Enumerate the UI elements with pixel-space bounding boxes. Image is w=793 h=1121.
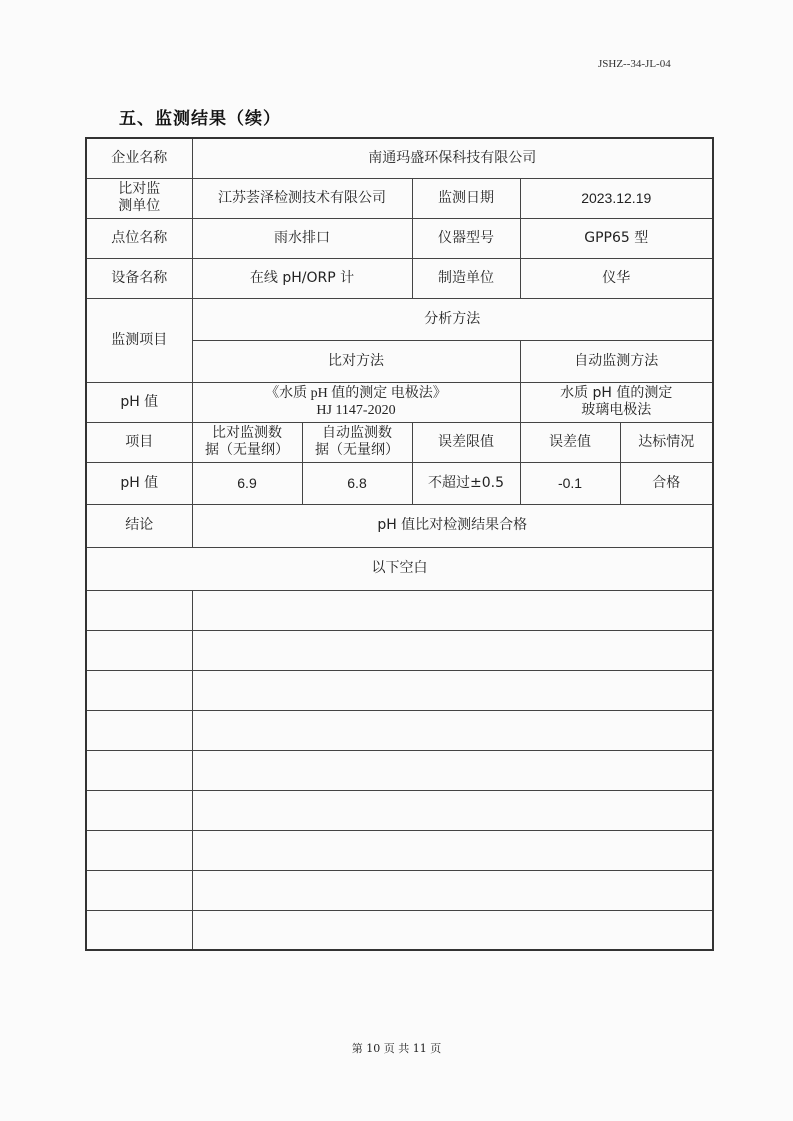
auto-method-line2: 玻璃电极法 <box>581 402 652 418</box>
blank-cell <box>192 630 713 670</box>
device-value: 在线 pH/ORP 计 <box>192 258 412 298</box>
row-error-limit: 不超过±0.5 <box>412 462 520 504</box>
blank-cell <box>86 590 192 630</box>
blank-row <box>86 630 713 670</box>
blank-cell <box>192 710 713 750</box>
company-row <box>86 138 713 178</box>
compare-method-line1: 《水质 pH 值的测定 电极法》 <box>265 386 447 401</box>
blank-cell <box>192 750 713 790</box>
blank-cell <box>192 870 713 910</box>
manufacturer-value: 仪华 <box>520 258 713 298</box>
blank-cell <box>86 710 192 750</box>
blank-cell <box>192 830 713 870</box>
company-label: 企业名称 <box>86 138 192 178</box>
document-code: JSHZ--34-JL-04 <box>598 58 671 70</box>
compare-unit-label-line1: 比对监 <box>118 181 161 197</box>
blank-cell <box>86 870 192 910</box>
analysis-method-label: 分析方法 <box>192 298 713 340</box>
row-compare-data: 6.9 <box>192 462 302 504</box>
ph-data-row <box>86 462 713 504</box>
manufacturer-label: 制造单位 <box>412 258 520 298</box>
device-row <box>86 258 713 298</box>
conclusion-value: pH 值比对检测结果合格 <box>192 504 713 547</box>
blank-row <box>86 710 713 750</box>
auto-method-label: 自动监测方法 <box>520 340 713 382</box>
compare-unit-value: 江苏荟泽检测技术有限公司 <box>192 178 412 218</box>
monitoring-results-table <box>85 137 714 951</box>
blank-cell <box>86 630 192 670</box>
blank-cell <box>192 910 713 950</box>
blank-row <box>86 750 713 790</box>
point-label: 点位名称 <box>86 218 192 258</box>
col-item-header: 项目 <box>86 422 192 462</box>
blank-note-row <box>86 547 713 590</box>
col-auto-data-header <box>302 422 412 462</box>
blank-row <box>86 670 713 710</box>
auto-method-line1: 水质 pH 值的测定 <box>560 385 673 401</box>
blank-cell <box>86 790 192 830</box>
ph-item-label: pH 值 <box>86 382 192 422</box>
compare-method-line2: HJ 1147-2020 <box>316 403 396 418</box>
instrument-model-label: 仪器型号 <box>412 218 520 258</box>
blank-cell <box>86 750 192 790</box>
col-error-value-header: 误差值 <box>520 422 620 462</box>
blank-row <box>86 830 713 870</box>
blank-cell <box>192 590 713 630</box>
row-auto-data: 6.8 <box>302 462 412 504</box>
compare-unit-label <box>86 178 192 218</box>
col-error-limit-header: 误差限值 <box>412 422 520 462</box>
col-auto-data-line1: 自动监测数 <box>322 425 392 441</box>
monitor-date-value: 2023.12.19 <box>520 178 713 218</box>
compare-method-value <box>192 382 520 422</box>
ph-method-row <box>86 382 713 422</box>
compare-unit-row <box>86 178 713 218</box>
compare-method-label: 比对方法 <box>192 340 520 382</box>
blank-cell <box>86 670 192 710</box>
analysis-method-header-row <box>86 298 713 340</box>
instrument-model-value: GPP65 型 <box>520 218 713 258</box>
blank-cell <box>192 790 713 830</box>
data-header-row <box>86 422 713 462</box>
company-value: 南通玛盛环保科技有限公司 <box>192 138 713 178</box>
blank-row <box>86 790 713 830</box>
row-error-value: -0.1 <box>520 462 620 504</box>
blank-cell <box>86 910 192 950</box>
row-compliance: 合格 <box>620 462 713 504</box>
page-number: 第 10 页 共 11 页 <box>351 1042 442 1055</box>
blank-cell <box>86 830 192 870</box>
blank-note: 以下空白 <box>86 547 713 590</box>
col-compare-data-line1: 比对监测数 <box>212 425 282 441</box>
conclusion-row <box>86 504 713 547</box>
monitor-item-label: 监测项目 <box>86 298 192 382</box>
conclusion-label: 结论 <box>86 504 192 547</box>
col-compare-data-line2: 据（无量纲） <box>205 442 289 458</box>
blank-cell <box>192 670 713 710</box>
point-value: 雨水排口 <box>192 218 412 258</box>
col-compare-data-header <box>192 422 302 462</box>
blank-row <box>86 590 713 630</box>
blank-row <box>86 870 713 910</box>
col-auto-data-line2: 据（无量纲） <box>315 442 399 458</box>
compare-unit-label-line2: 测单位 <box>118 198 161 214</box>
col-compliance-header: 达标情况 <box>620 422 713 462</box>
monitor-date-label: 监测日期 <box>412 178 520 218</box>
blank-row <box>86 910 713 950</box>
device-label: 设备名称 <box>86 258 192 298</box>
section-title: 五、监测结果（续） <box>119 109 281 129</box>
auto-method-value <box>520 382 713 422</box>
row-item: pH 值 <box>86 462 192 504</box>
point-row <box>86 218 713 258</box>
